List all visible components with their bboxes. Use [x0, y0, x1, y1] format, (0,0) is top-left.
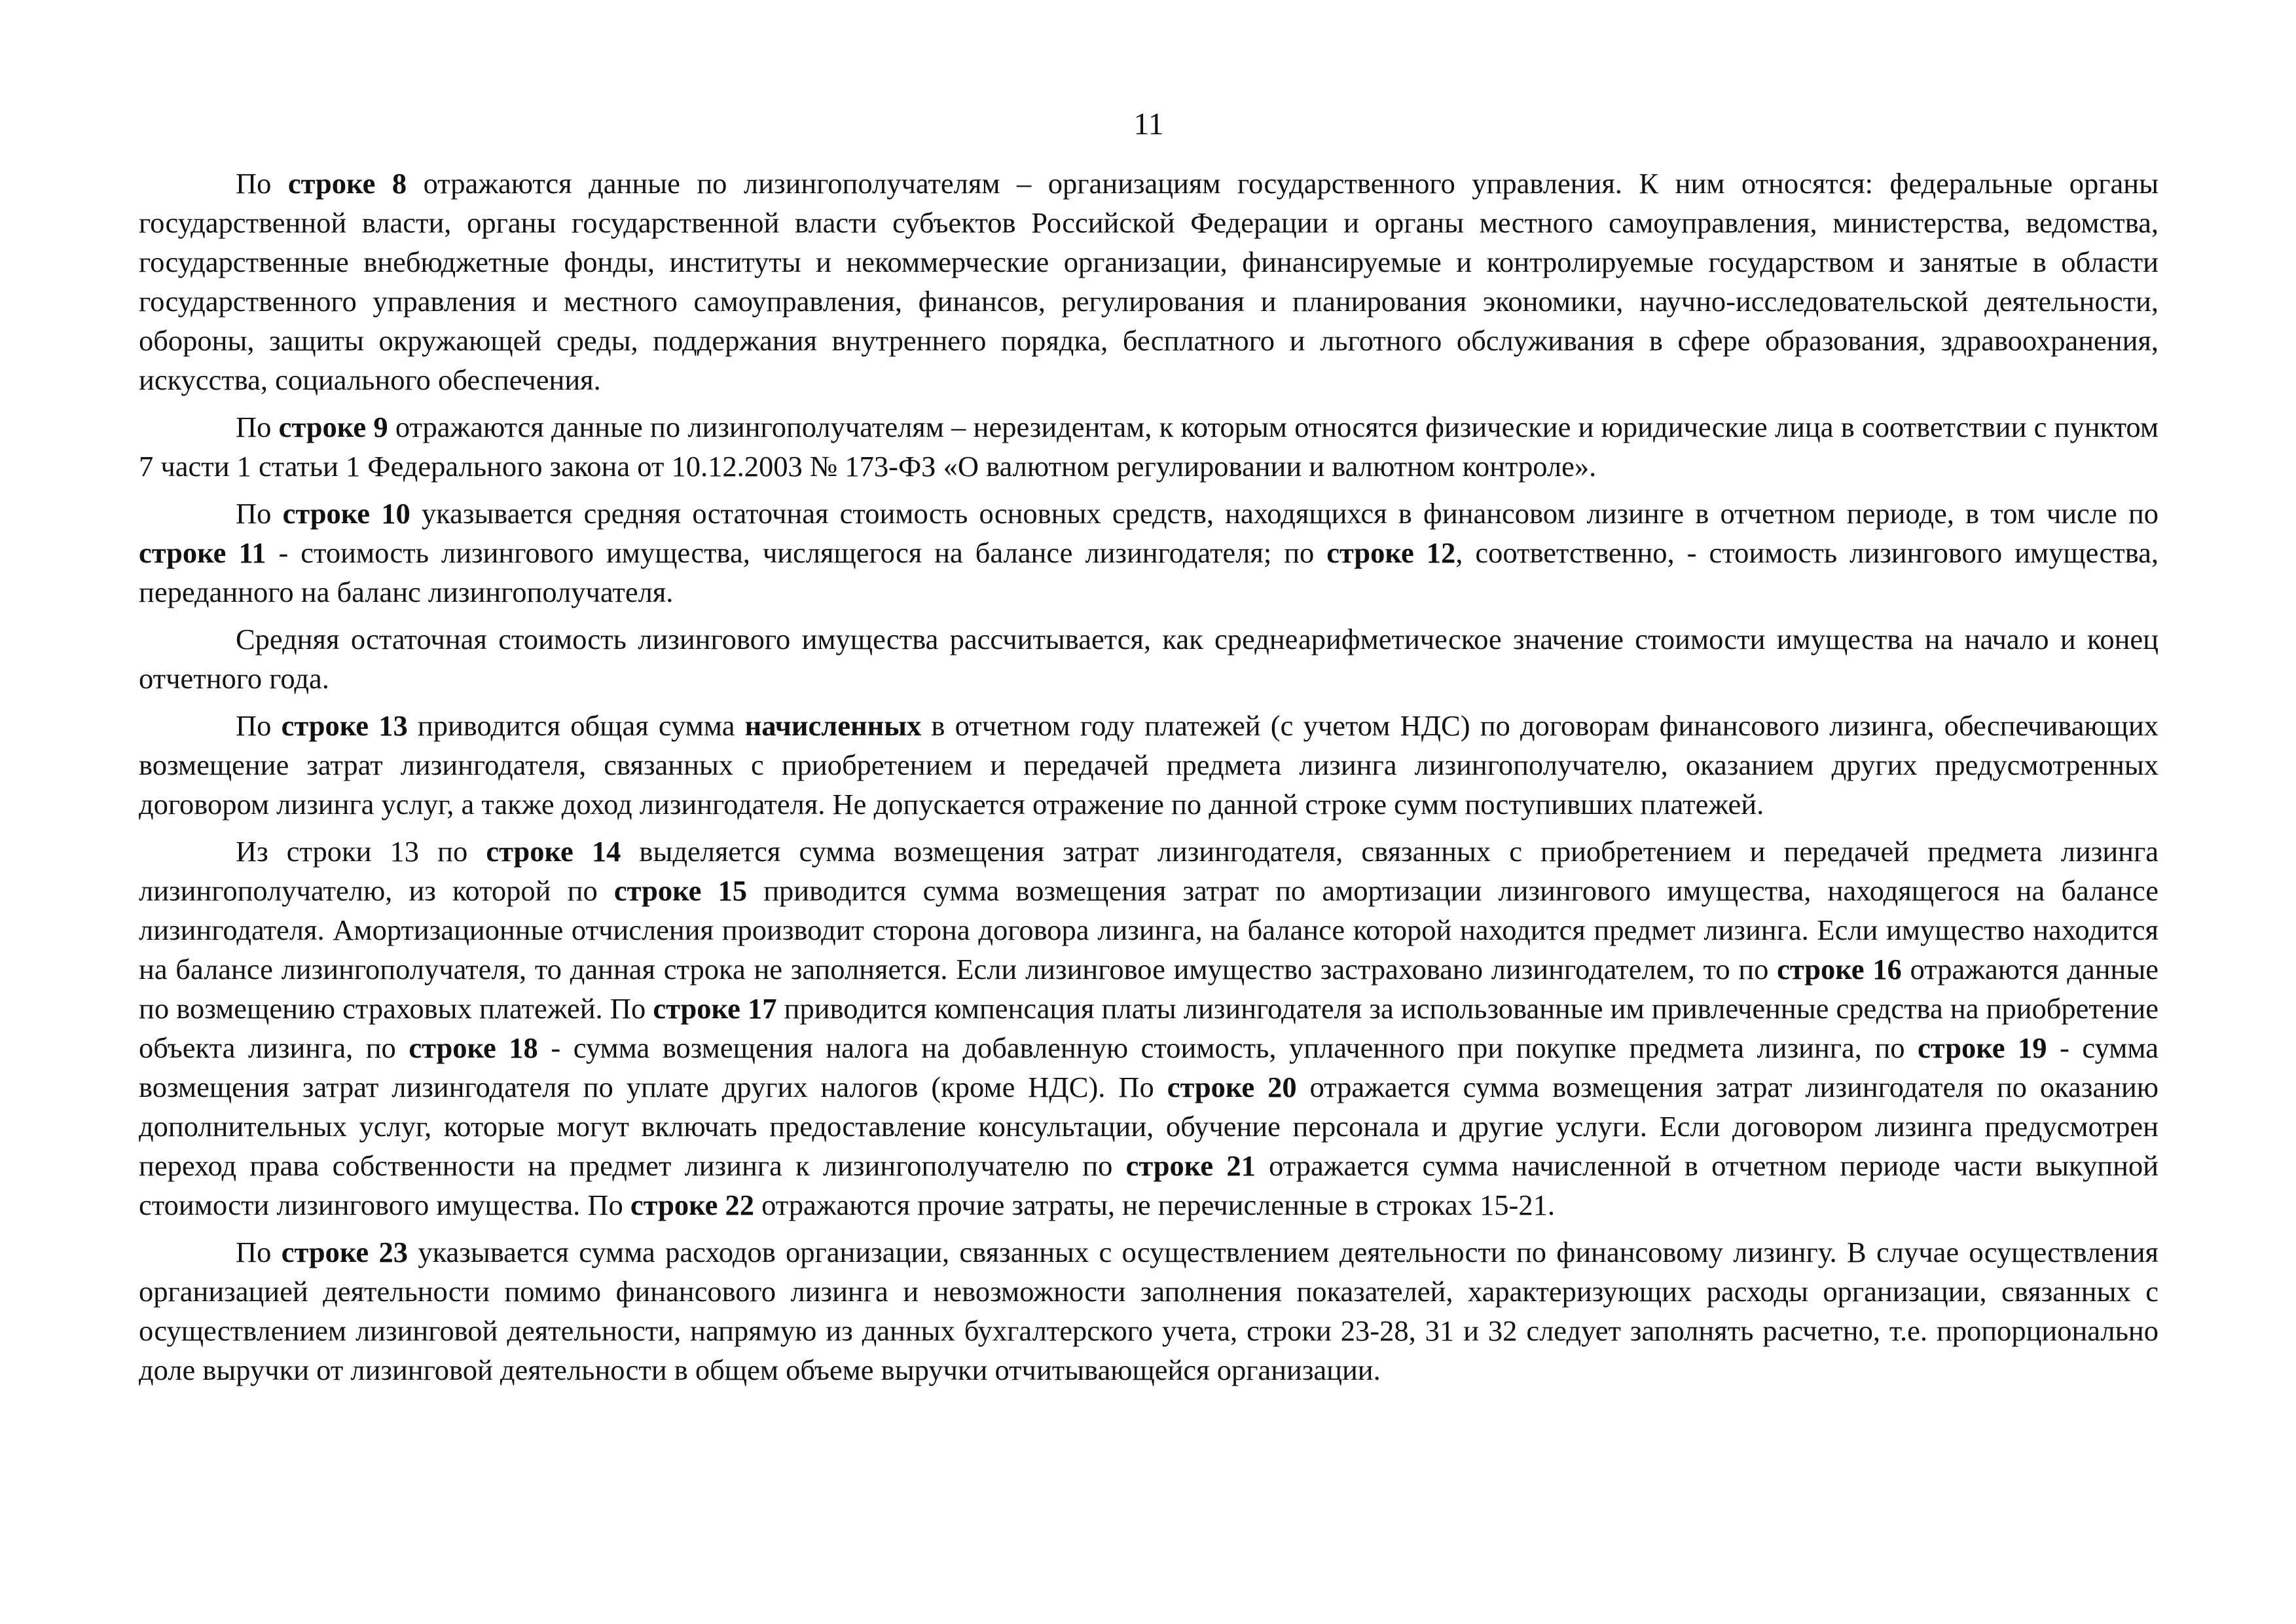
bold-reference: строке 11	[139, 536, 266, 569]
paragraph	[139, 619, 2159, 698]
text-run: приводится сумма возмещения затрат по амортизации лизингового имущества, находящегося на балансе лизингодателя. Амортизационные отчисления производит сторона договора лизинга, на балансе которой находится предмет лизинга. Если имущество находится на балансе лизингополучателя, то данная строка не заполняется. Если лизинговое имущество застраховано лизингодателем, то по	[139, 874, 2159, 986]
text-run: отражается сумма возмещения затрат лизингодателя по оказанию дополнительных услуг, которые могут включать предоставление консультации, обучение персонала и другие услуги. Если договором лизинга предусмотрен переход права собственности на предмет лизинга к лизингополучателю по	[139, 1071, 2159, 1182]
bold-reference: строке 15	[613, 874, 748, 907]
document-page	[139, 105, 2159, 1397]
paragraph	[139, 706, 2159, 824]
bold-reference: строке 12	[1326, 536, 1456, 569]
text-run: - стоимость лизингового имущества, числящегося на балансе лизингодателя; по	[266, 536, 1327, 569]
paragraph	[139, 832, 2159, 1225]
bold-reference: начисленных	[744, 709, 922, 742]
text-run: приводится общая сумма	[407, 709, 745, 742]
text-run: отражаются данные по лизингополучателям – нерезидентам, к которым относятся физические и юридические лица в соответствии с пунктом 7 части 1 статьи 1 Федерального закона от 10.12.2003 № 173-ФЗ «О валютном регулировании и валютном контроле».	[139, 411, 2159, 483]
text-run: , соответственно, - стоимость лизингового имущества, переданного на баланс лизингополучателя.	[139, 536, 2159, 608]
text-run: отражается сумма начисленной в отчетном периоде части выкупной стоимости лизингового имущества. По	[139, 1149, 2159, 1221]
text-run: Средняя остаточная стоимость лизингового имущества рассчитывается, как среднеарифметическое значение стоимости имущества на начало и конец отчетного года.	[139, 623, 2159, 695]
text-run: По	[236, 167, 288, 200]
bold-reference: строке 22	[630, 1189, 754, 1221]
bold-reference: строке 13	[281, 709, 408, 742]
text-run: выделяется сумма возмещения затрат лизингодателя, связанных с приобретением и передачей предмета лизинга лизингополучателю, из которой по	[139, 835, 2159, 907]
text-run: По	[236, 497, 283, 530]
text-run: Из строки 13 по	[236, 835, 486, 868]
bold-reference: строке 19	[1918, 1031, 2047, 1064]
text-run: указывается средняя остаточная стоимость основных средств, находящихся в финансовом лизинге в отчетном периоде, в том числе по	[410, 497, 2159, 530]
bold-reference: строке 9	[278, 411, 388, 443]
bold-reference: строке 23	[281, 1236, 408, 1268]
text-run: в отчетном году платежей (с учетом НДС) по договорам финансового лизинга, обеспечивающих возмещение затрат лизингодателя, связанных с приобретением и передачей предмета лизинга лизингополучателю, оказанием других предусмотренных договором лизинга услуг, а также доход лизингодателя. Не допускается отражение по данной строке сумм поступивших платежей.	[139, 709, 2159, 821]
bold-reference: строке 18	[409, 1031, 538, 1064]
document-body	[139, 164, 2159, 1390]
text-run: - сумма возмещения налога на добавленную стоимость, уплаченного при покупке предмета лизинга, по	[538, 1031, 1918, 1064]
paragraph	[139, 494, 2159, 612]
paragraph	[139, 164, 2159, 399]
text-run: По	[236, 411, 279, 443]
bold-reference: строке 14	[486, 835, 621, 868]
page-number: 11	[1133, 107, 1164, 141]
text-run: По	[236, 709, 282, 742]
text-run: отражаются данные по лизингополучателям – организациям государственного управления. К ним относятся: федеральные органы государственной власти, органы государственной власти субъектов Российской Федерации и органы местного самоуправления, министерства, ведомства, государственные внебюджетные фонды, институты и некоммерческие организации, финансируемые и контролируемые государством и занятые в области государственного управления и местного самоуправления, финансов, регулирования и планирования экономики, научно-исследовательской деятельности, обороны, защиты окружающей среды, поддержания внутреннего порядка, бесплатного и льготного обслуживания в сфере образования, здравоохранения, искусства, социального обеспечения.	[139, 167, 2159, 396]
text-run: По	[236, 1236, 282, 1268]
text-run: - сумма возмещения затрат лизингодателя по уплате других налогов (кроме НДС). По	[139, 1031, 2159, 1103]
bold-reference: строке 17	[653, 992, 777, 1025]
text-run: отражаются прочие затраты, не перечисленные в строках 15-21.	[754, 1189, 1555, 1221]
text-run: указывается сумма расходов организации, связанных с осуществлением деятельности по финансовому лизингу. В случае осуществления организацией деятельности помимо финансового лизинга и невозможности заполнения показателей, характеризующих расходы организации, связанных с осуществлением лизинговой деятельности, напрямую из данных бухгалтерского учета, строки 23-28, 31 и 32 следует заполнять расчетно, т.е. пропорционально доле выручки от лизинговой деятельности в общем объеме выручки отчитывающейся организации.	[139, 1236, 2159, 1386]
bold-reference: строке 8	[287, 167, 407, 200]
bold-reference: строке 16	[1777, 953, 1902, 986]
bold-reference: строке 21	[1125, 1149, 1256, 1182]
text-run: приводится компенсация платы лизингодателя за использованные им привлеченные средства на приобретение объекта лизинга, по	[139, 992, 2159, 1064]
paragraph	[139, 407, 2159, 486]
bold-reference: строке 10	[282, 497, 410, 530]
bold-reference: строке 20	[1167, 1071, 1297, 1103]
text-run: отражаются данные по возмещению страховых платежей. По	[139, 953, 2159, 1025]
paragraph	[139, 1232, 2159, 1390]
